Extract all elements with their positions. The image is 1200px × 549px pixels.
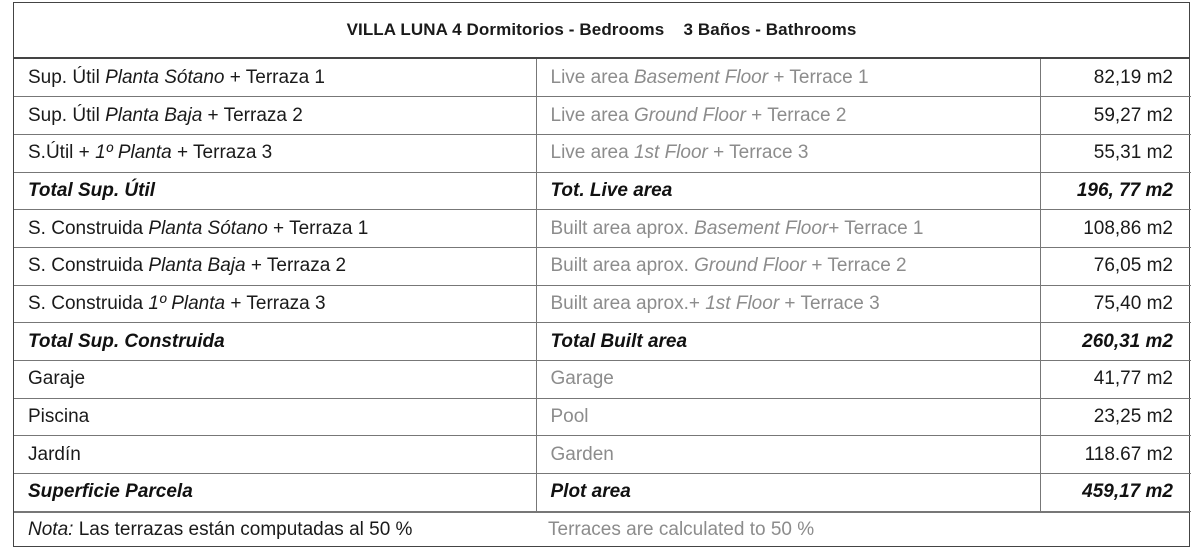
area-value: 118.67 m2	[1040, 436, 1191, 474]
area-value: 459,17 m2	[1040, 474, 1191, 512]
area-value: 82,19 m2	[1040, 59, 1191, 97]
label-en: Built area aprox. Ground Floor + Terrace 2	[536, 247, 1040, 285]
label-es: Total Sup. Útil	[14, 172, 536, 210]
label-en: Tot. Live area	[536, 172, 1040, 210]
total-row	[14, 172, 1191, 210]
label-es: S. Construida 1º Planta + Terraza 3	[14, 285, 536, 323]
note-es-text: Las terrazas están computadas al 50 %	[73, 518, 413, 540]
label-es: Superficie Parcela	[14, 474, 536, 512]
table-row	[14, 134, 1191, 172]
area-value: 55,31 m2	[1040, 134, 1191, 172]
label-en: Pool	[536, 398, 1040, 436]
label-en: Built area aprox.+ 1st Floor + Terrace 3	[536, 285, 1040, 323]
label-en: Total Built area	[536, 323, 1040, 361]
label-en: Live area Ground Floor + Terrace 2	[536, 97, 1040, 135]
label-es: Garaje	[14, 361, 536, 399]
table-row	[14, 285, 1191, 323]
label-en: Plot area	[536, 474, 1040, 512]
label-es: S. Construida Planta Baja + Terraza 2	[14, 247, 536, 285]
area-value: 59,27 m2	[1040, 97, 1191, 135]
area-table	[14, 59, 1191, 512]
note-label: Nota:	[28, 518, 74, 540]
label-es: S. Construida Planta Sótano + Terraza 1	[14, 210, 536, 248]
total-row	[14, 323, 1191, 361]
label-es: Piscina	[14, 398, 536, 436]
table-row	[14, 436, 1191, 474]
area-table-sheet	[13, 2, 1190, 547]
area-value: 108,86 m2	[1040, 210, 1191, 248]
table-row	[14, 398, 1191, 436]
label-en: Garage	[536, 361, 1040, 399]
area-value: 196, 77 m2	[1040, 172, 1191, 210]
table-row	[14, 210, 1191, 248]
note-row	[14, 512, 1189, 547]
label-en: Live area 1st Floor + Terrace 3	[536, 134, 1040, 172]
label-en: Live area Basement Floor + Terrace 1	[536, 59, 1040, 97]
area-value: 23,25 m2	[1040, 398, 1191, 436]
label-es: Jardín	[14, 436, 536, 474]
area-value: 41,77 m2	[1040, 361, 1191, 399]
table-row	[14, 59, 1191, 97]
label-en: Built area aprox. Basement Floor+ Terrace 1	[536, 210, 1040, 248]
table-row	[14, 97, 1191, 135]
label-es: S.Útil + 1º Planta + Terraza 3	[14, 134, 536, 172]
table-row	[14, 247, 1191, 285]
villa-title: VILLA LUNA 4 Dormitorios - Bedrooms 3 Baños - Bathrooms	[346, 20, 857, 39]
label-en: Garden	[536, 436, 1040, 474]
area-value: 260,31 m2	[1040, 323, 1191, 361]
area-value: 76,05 m2	[1040, 247, 1191, 285]
total-row	[14, 474, 1191, 512]
note-es	[14, 519, 536, 541]
label-es: Total Sup. Construida	[14, 323, 536, 361]
table-header	[14, 3, 1189, 59]
table-row	[14, 361, 1191, 399]
label-es: Sup. Útil Planta Baja + Terraza 2	[14, 97, 536, 135]
area-value: 75,40 m2	[1040, 285, 1191, 323]
label-es: Sup. Útil Planta Sótano + Terraza 1	[14, 59, 536, 97]
note-en: Terraces are calculated to 50 %	[548, 518, 815, 540]
